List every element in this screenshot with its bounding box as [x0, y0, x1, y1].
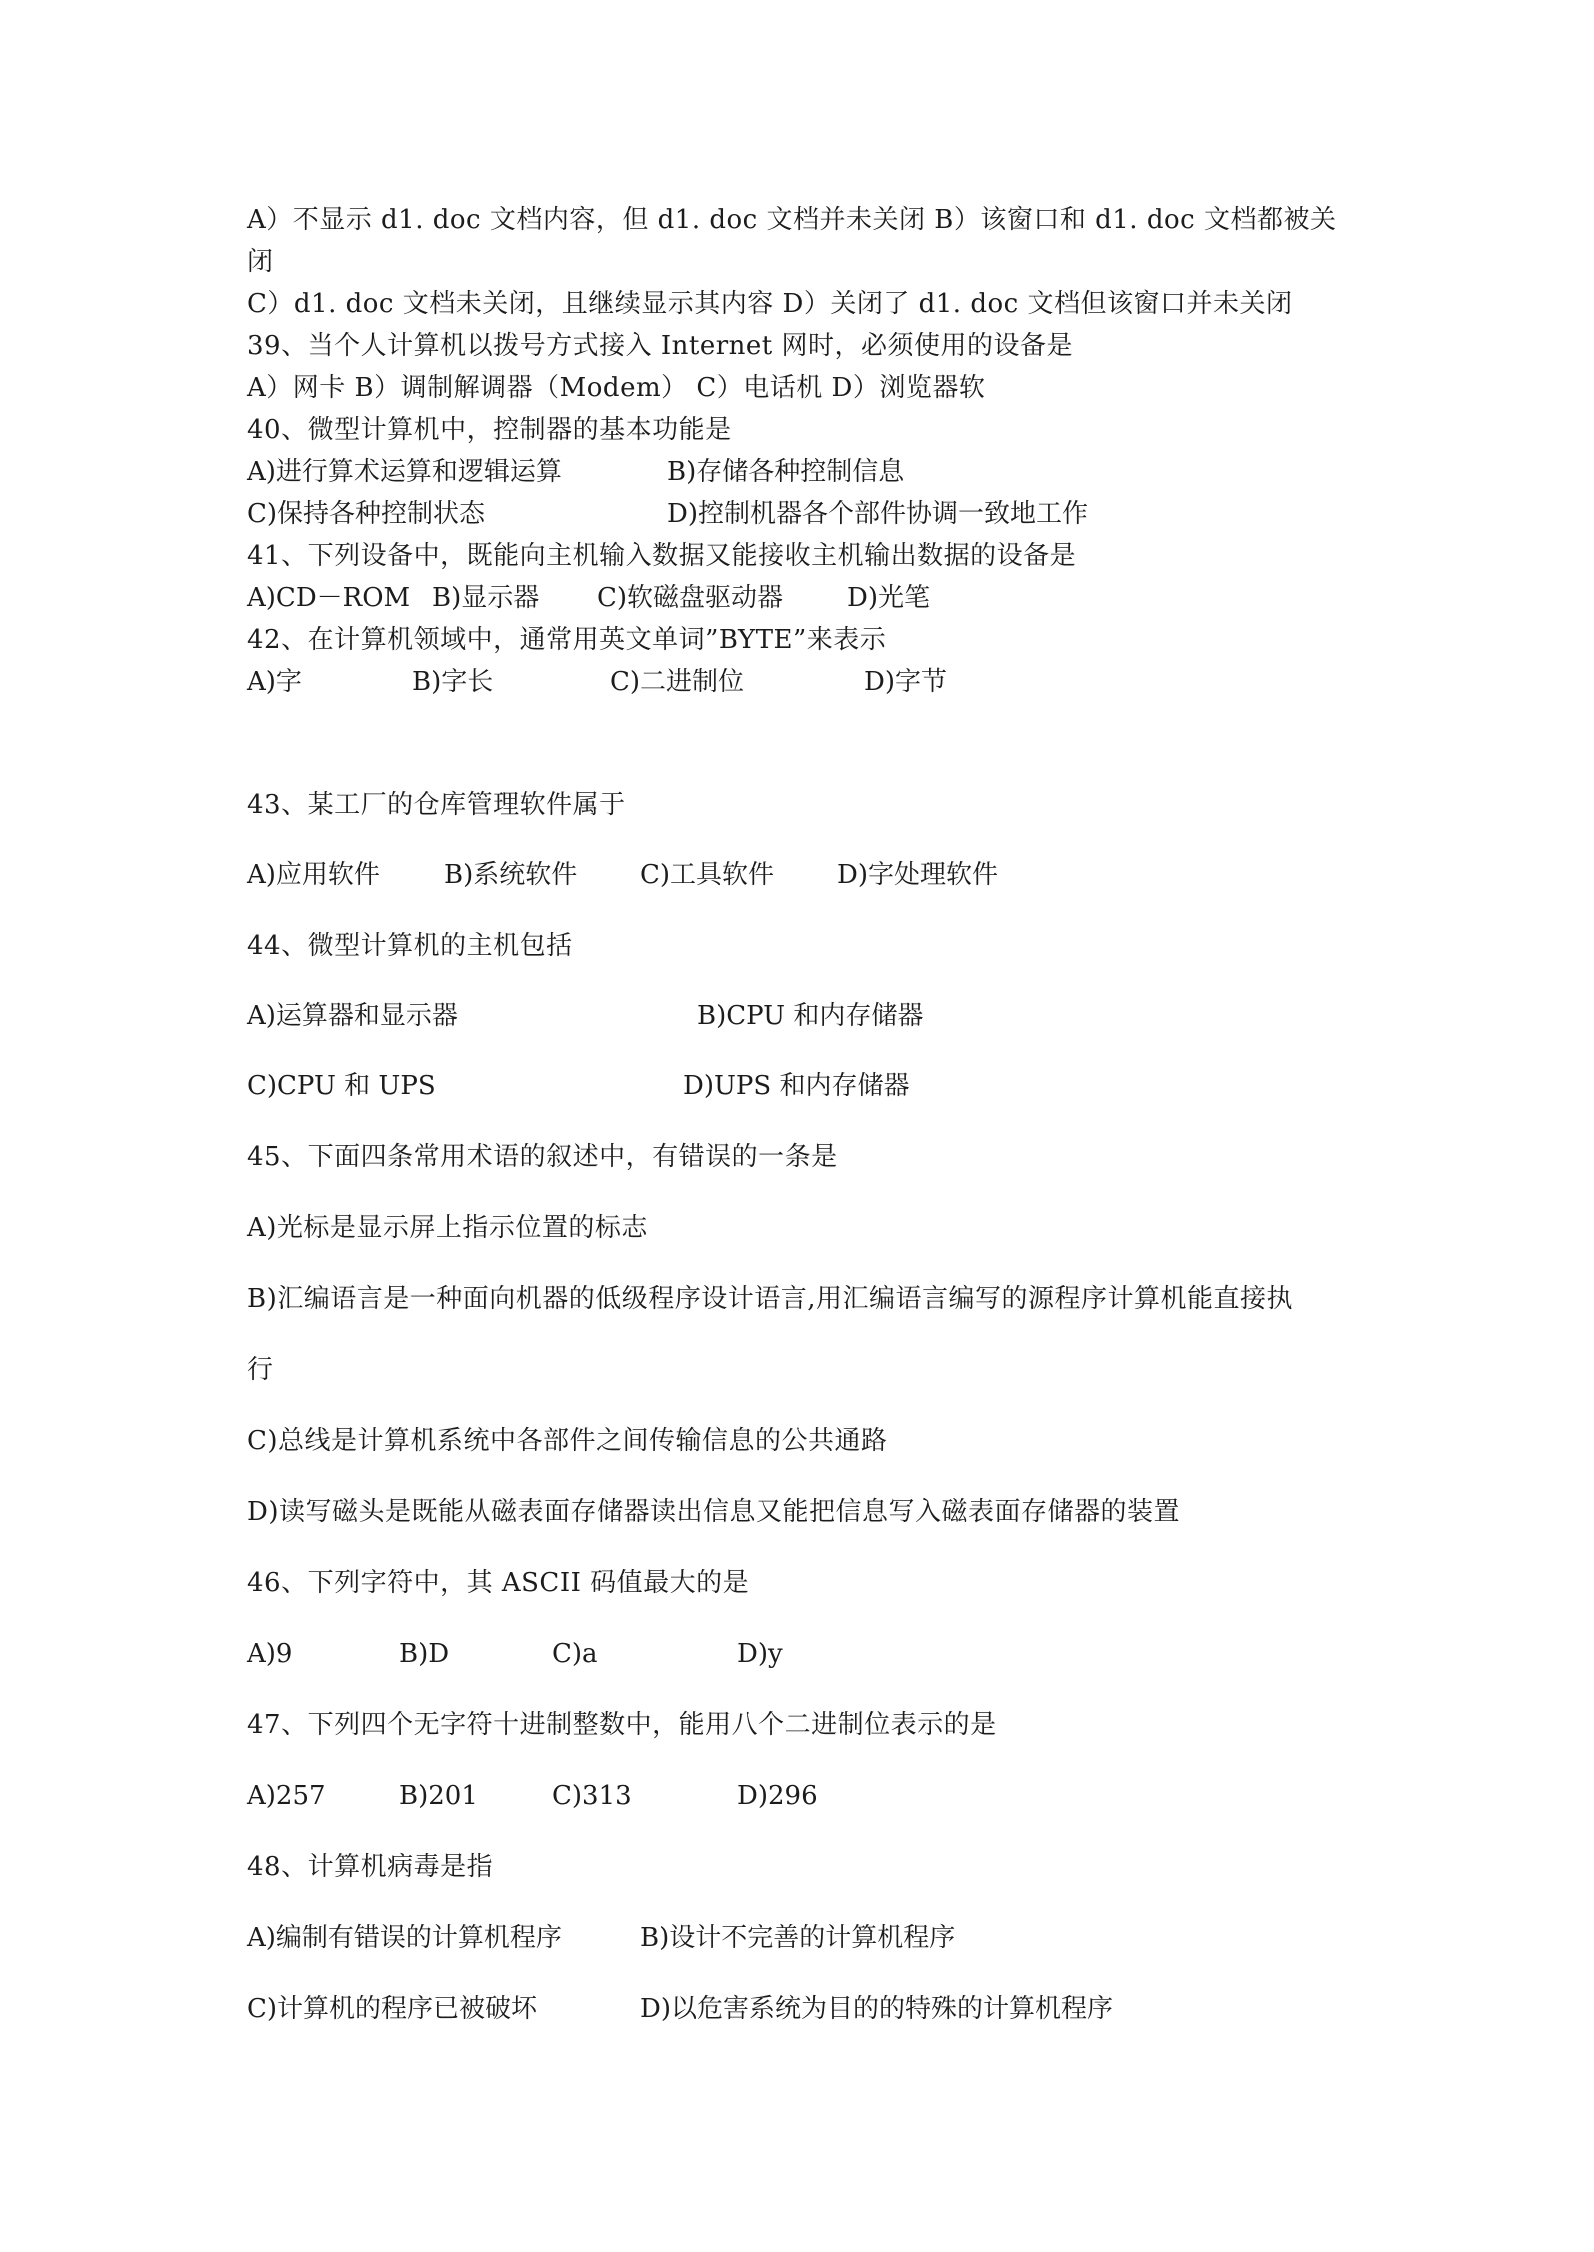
q48-option-c: C)计算机的程序已被破坏: [247, 1994, 538, 2024]
q44-options-row1: [247, 999, 924, 1033]
q46-option-c: C)a: [552, 1639, 598, 1669]
q41-question: 41、下列设备中，既能向主机输入数据又能接收主机输出数据的设备是: [247, 541, 1077, 571]
q43-option-c: C)工具软件: [640, 860, 775, 890]
q48-question: 48、计算机病毒是指: [247, 1852, 494, 1882]
q45-option-b-line2: 行: [247, 1355, 274, 1385]
q41-option-b: B)显示器: [432, 583, 540, 613]
q44-question: 44、微型计算机的主机包括: [247, 931, 573, 961]
q45-option-b-line1: B)汇编语言是一种面向机器的低级程序设计语言,用汇编语言编写的源程序计算机能直接执: [247, 1284, 1294, 1314]
q38-options-ab-line1: A）不显示 d1. doc 文档内容，但 d1. doc 文档并未关闭 B）该窗口和 d1. doc 文档都被关: [247, 205, 1337, 235]
q40-options-row1: [247, 455, 905, 489]
q40-option-b: B)存储各种控制信息: [667, 457, 905, 487]
q44-option-b: B)CPU 和内存储器: [697, 1001, 924, 1031]
q42-question: 42、在计算机领域中，通常用英文单词”BYTE”来表示: [247, 625, 887, 655]
q45-question: 45、下面四条常用术语的叙述中，有错误的一条是: [247, 1142, 838, 1172]
q39-question: 39、当个人计算机以拨号方式接入 Internet 网时，必须使用的设备是: [247, 331, 1073, 361]
q43-question: 43、某工厂的仓库管理软件属于: [247, 790, 626, 820]
q43-option-a: A)应用软件: [247, 860, 380, 890]
q40-question: 40、微型计算机中，控制器的基本功能是: [247, 415, 732, 445]
q46-question: 46、下列字符中，其 ASCII 码值最大的是: [247, 1568, 750, 1598]
q43-options: [247, 858, 998, 892]
q47-option-a: A)257: [247, 1781, 326, 1811]
q46-option-a: A)9: [247, 1639, 293, 1669]
q44-options-row2: [247, 1069, 910, 1103]
q40-option-a: A)进行算术运算和逻辑运算: [247, 457, 562, 487]
q41-option-d: D)光笔: [847, 583, 930, 613]
q48-option-d: D)以危害系统为目的的特殊的计算机程序: [640, 1994, 1113, 2024]
q43-option-d: D)字处理软件: [837, 860, 998, 890]
q42-options: [247, 665, 947, 699]
q46-options: [247, 1637, 783, 1671]
q45-option-d: D)读写磁头是既能从磁表面存储器读出信息又能把信息写入磁表面存储器的装置: [247, 1497, 1180, 1527]
q44-option-c: C)CPU 和 UPS: [247, 1071, 436, 1101]
q45-option-c: C)总线是计算机系统中各部件之间传输信息的公共通路: [247, 1426, 888, 1456]
q42-option-c: C)二进制位: [610, 667, 745, 697]
q41-option-c: C)软磁盘驱动器: [597, 583, 784, 613]
q42-option-a: A)字: [247, 667, 302, 697]
q42-option-b: B)字长: [412, 667, 494, 697]
q47-options: [247, 1779, 818, 1813]
q38-options-ab-line2: 闭: [247, 247, 274, 277]
q40-option-d: D)控制机器各个部件协调一致地工作: [667, 499, 1088, 529]
q39-options: A）网卡 B）调制解调器（Modem） C）电话机 D）浏览器软: [247, 373, 986, 403]
q48-options-row2: [247, 1992, 1113, 2026]
q43-option-b: B)系统软件: [444, 860, 578, 890]
q47-option-b: B)201: [399, 1781, 478, 1811]
q48-option-b: B)设计不完善的计算机程序: [640, 1923, 956, 1953]
q44-option-d: D)UPS 和内存储器: [683, 1071, 910, 1101]
q47-option-d: D)296: [737, 1781, 818, 1811]
q48-option-a: A)编制有错误的计算机程序: [247, 1923, 562, 1953]
q38-options-cd: C）d1. doc 文档未关闭，且继续显示其内容 D）关闭了 d1. doc 文档但该窗口并未关闭: [247, 289, 1293, 319]
q47-question: 47、下列四个无字符十进制整数中，能用八个二进制位表示的是: [247, 1710, 997, 1740]
q41-options: [247, 581, 930, 615]
q40-option-c: C)保持各种控制状态: [247, 499, 486, 529]
q41-option-a: A)CD－ROM: [247, 583, 411, 613]
q46-option-d: D)y: [737, 1639, 783, 1669]
q40-options-row2: [247, 497, 1088, 531]
q44-option-a: A)运算器和显示器: [247, 1001, 458, 1031]
q48-options-row1: [247, 1921, 956, 1955]
q46-option-b: B)D: [399, 1639, 450, 1669]
q45-option-a: A)光标是显示屏上指示位置的标志: [247, 1213, 648, 1243]
q47-option-c: C)313: [552, 1781, 632, 1811]
q42-option-d: D)字节: [864, 667, 947, 697]
